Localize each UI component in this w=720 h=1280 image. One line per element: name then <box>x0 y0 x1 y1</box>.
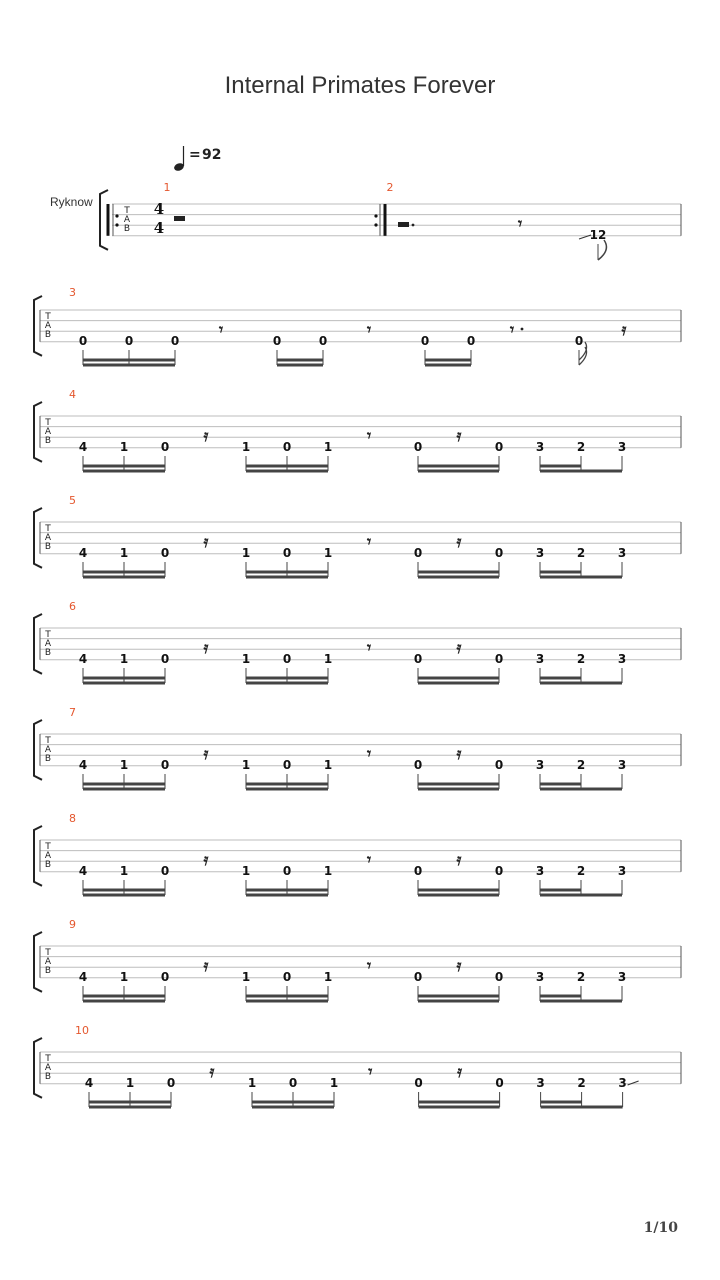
system-measure-3 <box>34 286 681 365</box>
fret-number: 3 <box>617 864 627 878</box>
fret-number: 2 <box>576 652 586 666</box>
eighth-rest: 𝄾 <box>368 1062 373 1081</box>
fret-number: 0 <box>166 1076 176 1090</box>
sixteenth-rest: 𝄿 <box>203 532 209 551</box>
system-measure-6 <box>34 600 681 683</box>
system-bracket <box>34 932 42 992</box>
tab-clef-letter: B <box>123 224 131 234</box>
fret-number: 0 <box>160 864 170 878</box>
fret-number: 1 <box>119 546 129 560</box>
system-bracket <box>34 1038 42 1098</box>
fret-number: 0 <box>413 546 423 560</box>
fret-number: 0 <box>413 970 423 984</box>
system-bracket <box>34 614 42 674</box>
system-measure-9 <box>34 918 681 1001</box>
tab-clef-letter: A <box>44 427 52 437</box>
fret-number: 0 <box>78 334 88 348</box>
dotted-half-rest <box>398 222 409 227</box>
fret-number: 0 <box>494 758 504 772</box>
tab-clef-letter: B <box>44 330 52 340</box>
track-name: Ryknow <box>50 195 93 209</box>
tab-clef-letter: T <box>45 1054 51 1064</box>
eighth-rest: 𝄾 <box>366 850 372 869</box>
fret-number: 0 <box>282 652 292 666</box>
eighth-rest: 𝄾 <box>366 320 372 339</box>
fret-number: 2 <box>576 440 586 454</box>
fret-number: 12 <box>589 228 607 242</box>
sixteenth-rest: 𝄿 <box>621 320 627 339</box>
fret-number: 1 <box>241 758 251 772</box>
fret-number: 0 <box>494 970 504 984</box>
fret-number: 1 <box>241 864 251 878</box>
sixteenth-rest: 𝄿 <box>457 1062 463 1081</box>
fret-number: 4 <box>78 652 88 666</box>
tab-clef-letter: B <box>44 436 52 446</box>
fret-number: 2 <box>576 546 586 560</box>
tab-clef-letter: B <box>44 860 52 870</box>
fret-number: 3 <box>535 652 545 666</box>
fret-number: 0 <box>160 546 170 560</box>
fret-number: 1 <box>119 970 129 984</box>
fret-number: 0 <box>318 334 328 348</box>
tab-clef-letter: T <box>45 312 51 322</box>
fret-number: 3 <box>535 970 545 984</box>
fret-number: 1 <box>119 440 129 454</box>
fret-number: 0 <box>413 440 423 454</box>
eighth-flag <box>598 240 606 260</box>
fret-number: 0 <box>494 652 504 666</box>
fret-number: 0 <box>282 758 292 772</box>
system-1 <box>100 181 681 260</box>
fret-number: 3 <box>617 652 627 666</box>
fret-number: 2 <box>577 1076 586 1090</box>
fret-number: 2 <box>576 970 586 984</box>
fret-number: 1 <box>323 440 333 454</box>
tab-clef-letter: T <box>45 842 51 852</box>
fret-number: 0 <box>495 1076 504 1090</box>
fret-number: 4 <box>78 970 88 984</box>
fret-number: 1 <box>241 652 251 666</box>
time-signature-top: 4 <box>153 200 165 218</box>
page-number: 1/10 <box>643 1220 678 1236</box>
fret-number: 3 <box>618 1076 627 1090</box>
measure-number: 2 <box>386 181 394 194</box>
fret-number: 1 <box>247 1076 257 1090</box>
fret-number: 0 <box>124 334 134 348</box>
fret-number: 4 <box>78 546 88 560</box>
score-title: Internal Primates Forever <box>224 72 496 99</box>
tab-clef-letter: A <box>123 215 131 225</box>
eighth-rest: 𝄾 <box>366 744 372 763</box>
measure-number: 6 <box>69 600 76 613</box>
sixteenth-rest: 𝄿 <box>209 1062 215 1081</box>
eighth-rest: 𝄾 <box>366 532 372 551</box>
measure-number: 9 <box>69 918 76 931</box>
sixteenth-rest: 𝄿 <box>456 956 462 975</box>
tab-clef-letter: A <box>44 745 52 755</box>
measure-number: 1 <box>163 181 171 194</box>
tab-systems <box>34 181 681 1107</box>
fret-number: 0 <box>466 334 476 348</box>
tab-clef-letter: B <box>44 966 52 976</box>
system-bracket <box>34 402 42 462</box>
measure-number: 5 <box>69 494 76 507</box>
eighth-rest: 𝄾 <box>366 956 372 975</box>
measure-number: 3 <box>69 286 76 299</box>
fret-number: 0 <box>413 652 423 666</box>
slide-out-line <box>628 1081 639 1085</box>
fret-number: 0 <box>413 864 423 878</box>
tab-clef-letter: A <box>44 851 52 861</box>
fret-number: 1 <box>241 970 251 984</box>
fret-number: 3 <box>536 1076 545 1090</box>
fret-number: 0 <box>420 334 430 348</box>
augmentation-dot <box>412 224 415 227</box>
fret-number: 2 <box>576 758 586 772</box>
fret-number: 1 <box>329 1076 339 1090</box>
fret-number: 0 <box>272 334 282 348</box>
system-bracket <box>34 720 42 780</box>
sixteenth-rest: 𝄿 <box>203 426 209 445</box>
fret-number: 1 <box>323 864 333 878</box>
fret-number: 0 <box>160 758 170 772</box>
tab-clef-letter: A <box>44 533 52 543</box>
sixteenth-rest: 𝄿 <box>203 638 209 657</box>
tab-clef-letter: A <box>44 957 52 967</box>
fret-number: 0 <box>282 440 292 454</box>
sixteenth-rest: 𝄿 <box>456 532 462 551</box>
eighth-rest: 𝄾 <box>517 214 523 233</box>
fret-number: 0 <box>160 652 170 666</box>
repeat-dot <box>115 214 118 217</box>
tab-clef-letter: B <box>44 1072 52 1082</box>
fret-number: 0 <box>288 1076 298 1090</box>
half-rest <box>174 216 185 221</box>
fret-number: 3 <box>535 546 545 560</box>
tab-clef-letter: B <box>44 542 52 552</box>
fret-number: 1 <box>323 652 333 666</box>
tab-clef-letter: B <box>44 648 52 658</box>
eighth-rest: 𝄾 <box>366 426 372 445</box>
fret-number: 3 <box>535 864 545 878</box>
fret-number: 3 <box>617 440 627 454</box>
measure-number: 7 <box>69 706 76 719</box>
fret-number: 0 <box>414 1076 423 1090</box>
fret-number: 0 <box>160 440 170 454</box>
system-measure-4 <box>34 388 681 471</box>
system-measure-5 <box>34 494 681 577</box>
tab-clef-letter: T <box>124 206 130 216</box>
fret-number: 1 <box>323 758 333 772</box>
sixteenth-rest: 𝄿 <box>203 850 209 869</box>
fret-number: 0 <box>494 864 504 878</box>
fret-number: 4 <box>78 440 88 454</box>
fret-number: 1 <box>119 652 129 666</box>
tab-clef-letter: T <box>45 948 51 958</box>
sixteenth-rest: 𝄿 <box>456 744 462 763</box>
eighth-rest: 𝄾 <box>509 320 515 339</box>
tempo-prefix: = <box>189 147 201 163</box>
system-bracket <box>34 826 42 886</box>
fret-number: 1 <box>323 546 333 560</box>
time-signature-bottom: 4 <box>153 219 165 237</box>
fret-number: 0 <box>494 440 504 454</box>
system-measure-8 <box>34 812 681 895</box>
repeat-dot <box>374 223 377 226</box>
repeat-dot <box>115 223 118 226</box>
eighth-rest: 𝄾 <box>218 320 224 339</box>
fret-number: 3 <box>617 546 627 560</box>
fret-number: 1 <box>323 970 333 984</box>
measure-number: 8 <box>69 812 76 825</box>
fret-number: 3 <box>535 758 545 772</box>
fret-number: 4 <box>84 1076 94 1090</box>
fret-number: 0 <box>574 334 584 348</box>
measure-number: 10 <box>75 1024 89 1037</box>
system-bracket <box>34 508 42 568</box>
fret-number: 0 <box>282 970 292 984</box>
fret-number: 3 <box>617 758 627 772</box>
sixteenth-rest: 𝄿 <box>203 956 209 975</box>
tab-clef-letter: A <box>44 639 52 649</box>
tab-clef-letter: B <box>44 754 52 764</box>
system-measure-10 <box>34 1024 681 1107</box>
tab-clef-letter: A <box>44 321 52 331</box>
fret-number: 1 <box>241 440 251 454</box>
eighth-rest: 𝄾 <box>366 638 372 657</box>
tab-clef-letter: T <box>45 418 51 428</box>
repeat-dot <box>374 214 377 217</box>
fret-number: 0 <box>282 546 292 560</box>
sixteenth-rest: 𝄿 <box>203 744 209 763</box>
tab-clef-letter: T <box>45 630 51 640</box>
tab-clef-letter: T <box>45 736 51 746</box>
fret-number: 1 <box>119 758 129 772</box>
fret-number: 0 <box>282 864 292 878</box>
fret-number: 2 <box>576 864 586 878</box>
fret-number: 0 <box>160 970 170 984</box>
tab-clef-letter: T <box>45 524 51 534</box>
system-bracket <box>34 296 42 356</box>
fret-number: 1 <box>125 1076 135 1090</box>
system-measure-7 <box>34 706 681 789</box>
fret-number: 1 <box>241 546 251 560</box>
fret-number: 4 <box>78 864 88 878</box>
fret-number: 0 <box>413 758 423 772</box>
tempo-marking <box>173 146 221 172</box>
fret-number: 1 <box>119 864 129 878</box>
measure-number: 4 <box>69 388 76 401</box>
fret-number: 0 <box>170 334 180 348</box>
augmentation-dot <box>521 328 524 331</box>
sixteenth-rest: 𝄿 <box>456 850 462 869</box>
fret-number: 0 <box>494 546 504 560</box>
fret-number: 4 <box>78 758 88 772</box>
sixteenth-rest: 𝄿 <box>456 638 462 657</box>
fret-number: 3 <box>617 970 627 984</box>
sixteenth-rest: 𝄿 <box>456 426 462 445</box>
fret-number: 3 <box>535 440 545 454</box>
tempo-bpm: 92 <box>202 147 222 163</box>
tab-clef-letter: A <box>44 1063 52 1073</box>
